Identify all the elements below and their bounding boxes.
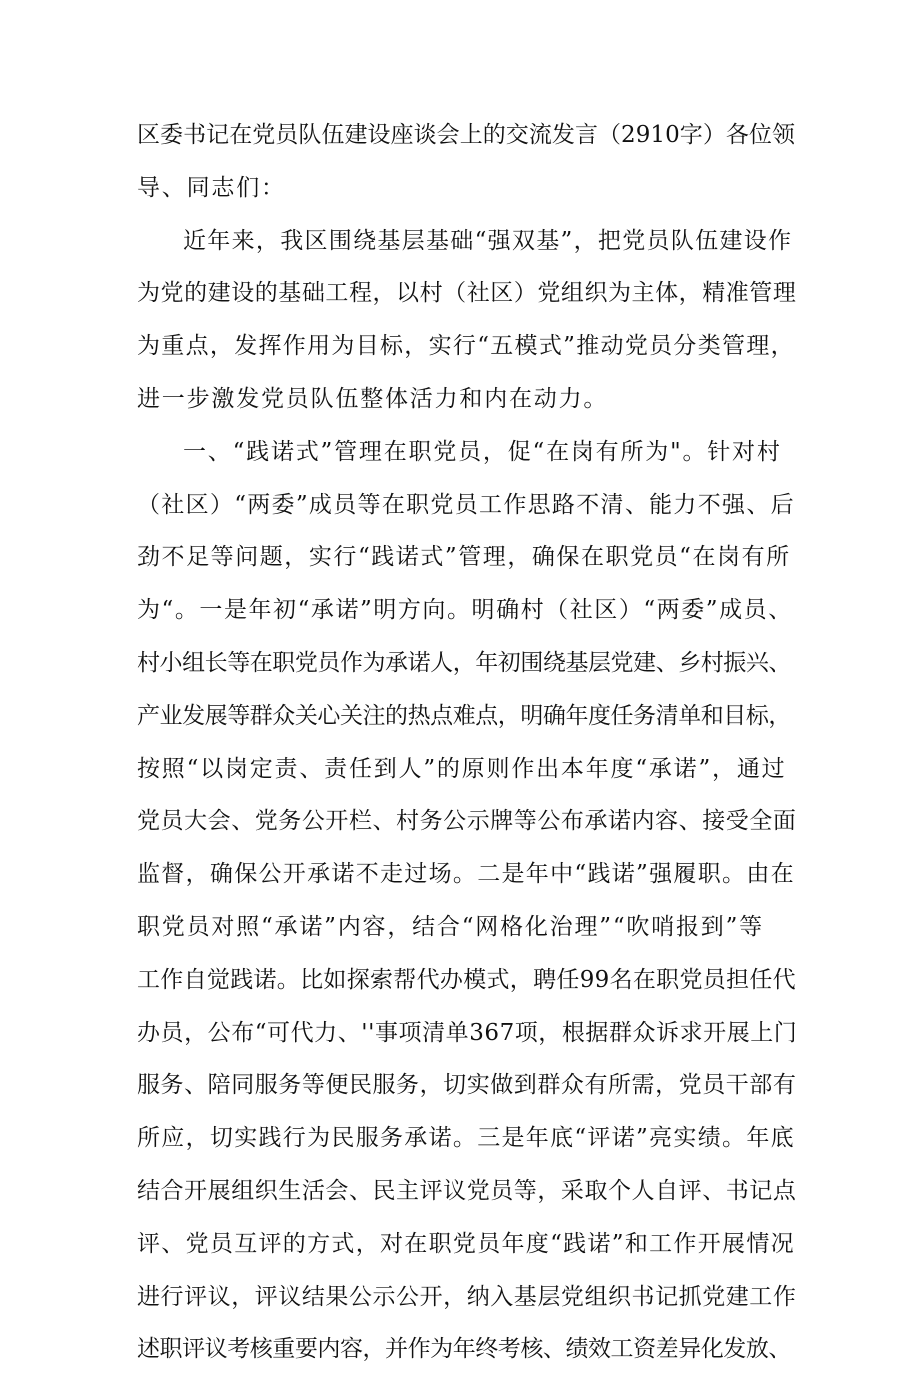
text-line: 导、同志们： [137,174,286,201]
text-line: 党员大会、党务公开栏、村务公示牌等公布承诺内容、接受全面 [137,808,797,835]
text-line: 为“。一是年初“承诺”明方向。明确村（社区）“两委”成员、 [137,597,793,624]
text-line: 产业发展等群众关心关注的热点难点，明确年度任务清单和目标， [137,702,791,729]
text-line: 所应，切实践行为民服务承诺。三是年底“评诺”亮实绩。年底 [137,1125,795,1152]
text-line: 为党的建设的基础工程，以村（社区）党组织为主体，精准管理 [137,280,797,307]
text-line: 监督，确保公开承诺不走过场。二是年中“践诺”强履职。由在 [137,861,795,888]
text-line: 近年来，我区围绕基层基础“强双基”，把党员队伍建设作 [183,227,793,254]
text-line: 评、党员互评的方式，对在职党员年度“践诺”和工作开展情况 [137,1230,795,1257]
text-line: （社区）“两委”成员等在职党员工作思路不清、能力不强、后 [137,491,795,518]
text-line: 结合开展组织生活会、民主评议党员等，采取个人自评、书记点 [137,1177,797,1204]
text-line: 区委书记在党员队伍建设座谈会上的交流发言（2910字）各位领 [137,122,796,148]
text-line: 进一步激发党员队伍整体活力和内在动力。 [137,385,609,412]
text-line: 为重点，发挥作用为目标，实行“五模式”推动党员分类管理， [137,333,795,360]
text-line: 职党员对照“承诺”内容，结合“网格化治理”“吹哨报到”等 [137,913,764,940]
text-line: 村小组长等在职党员作为承诺人，年初围绕基层党建、乡村振兴、 [137,649,791,676]
text-line: 服务、陪同服务等便民服务，切实做到群众有所需，党员干部有 [137,1072,797,1099]
text-line: 述职评议考核重要内容，并作为年终考核、绩效工资差异化发放、 [137,1336,791,1363]
text-line: 按照“以岗定责、责任到人”的原则作出本年度“承诺”，通过 [137,755,787,782]
text-line: 工作自觉践诺。比如探索帮代办模式，聘任99名在职党员担任代 [137,966,796,993]
text-line: 办员，公布“可代力、''事项清单367项，根据群众诉求开展上门 [137,1019,798,1046]
text-line: 进行评议，评议结果公示公开，纳入基层党组织书记抓党建工作 [137,1283,797,1310]
text-line: 劲不足等问题，实行“践诺式”管理，确保在职党员“在岗有所 [137,544,791,571]
text-line: 一、“践诺式”管理在职党员，促“在岗有所为"。针对村 [183,438,782,465]
document-body [137,113,797,1380]
